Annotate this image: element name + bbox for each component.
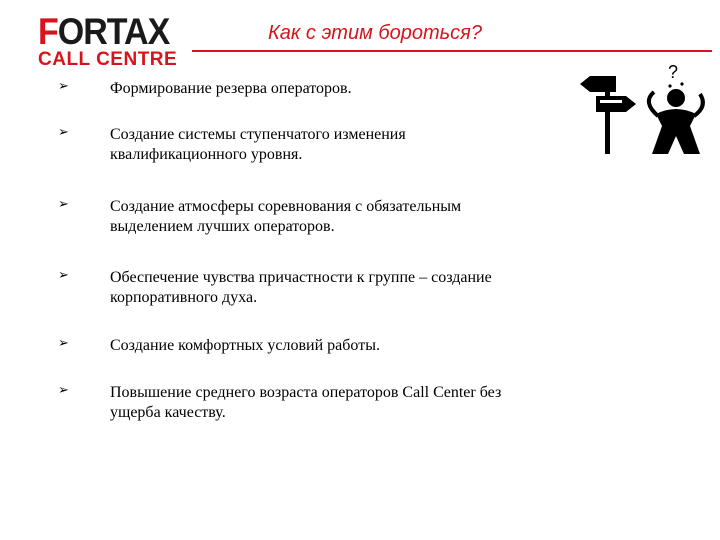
bullet-text: Обеспечение чувства причастности к группе – создание корпоративного духа.	[110, 269, 492, 306]
arrowhead-bullet-icon: ➢	[58, 268, 69, 283]
fortax-logo	[38, 11, 188, 70]
logo-wordmark	[38, 11, 170, 53]
logo-call-centre: CALL CENTRE	[38, 49, 178, 70]
bullet-text: Создание комфортных условий работы.	[110, 337, 380, 354]
bullet-text: Формирование резерва операторов.	[110, 80, 352, 97]
confused-person-at-signpost-icon	[572, 62, 712, 162]
arrowhead-bullet-icon: ➢	[58, 197, 69, 212]
arrowhead-bullet-icon: ➢	[58, 79, 69, 94]
bullet-text: Создание атмосферы соревнования с обязательным выделением лучших операторов.	[110, 198, 462, 235]
title-divider	[192, 50, 712, 52]
logo-letter-f: F	[38, 11, 58, 53]
question-mark: ?	[668, 62, 679, 82]
slide-title: Как с этим бороться?	[268, 22, 482, 44]
arrowhead-bullet-icon: ➢	[58, 336, 69, 351]
bullet-text: Повышение среднего возраста операторов Call Center без ущерба качеству.	[110, 384, 502, 421]
arrowhead-bullet-icon: ➢	[58, 383, 69, 398]
logo-letters-ortax: ORTAX	[57, 11, 170, 53]
arrowhead-bullet-icon: ➢	[58, 125, 69, 140]
bullet-text: Создание системы ступенчатого изменения квалификационного уровня.	[110, 126, 406, 163]
